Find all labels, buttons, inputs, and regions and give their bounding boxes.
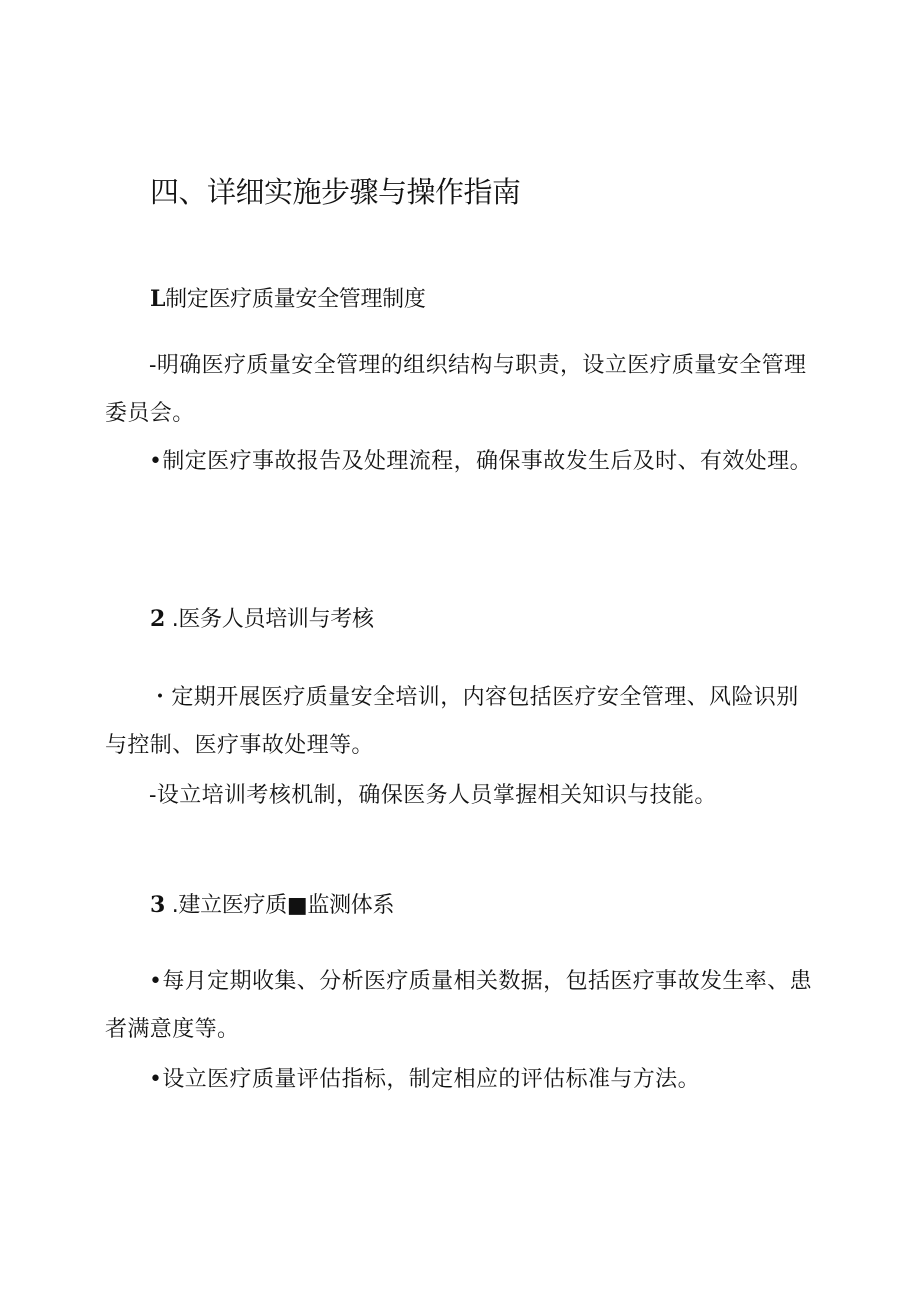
section-title-3 — [150, 888, 394, 923]
section-number-2: 2 — [150, 606, 166, 632]
page-heading: 四、详细实施步骤与操作指南 — [150, 175, 521, 209]
section-title-2 — [150, 602, 374, 637]
section-number-1: L — [150, 286, 166, 312]
section-3-item-1: •每月定期收集、分析医疗质量相关数据，包括医疗事故发生率、患者满意度等。 — [105, 969, 812, 1042]
section-title-text-2: .医务人员培训与考核 — [165, 607, 374, 632]
section-1-item-1: -明确医疗质量安全管理的组织结构与职责，设立医疗质量安全管理委员会。 — [105, 353, 807, 426]
section-title-text-1: 制定医疗质量安全管理制度 — [165, 287, 426, 312]
section-title-1 — [150, 282, 426, 317]
section-1-item-2: •制定医疗事故报告及处理流程，确保事故发生后及时、有效处理。 — [149, 449, 812, 474]
section-3-item-2: •设立医疗质量评估指标，制定相应的评估标准与方法。 — [149, 1067, 700, 1092]
section-2-item-2: -设立培训考核机制，确保医务人员掌握相关知识与技能。 — [149, 783, 717, 808]
section-number-3: 3 — [150, 892, 166, 918]
section-title-text-3: .建立医疗质■监测体系 — [165, 893, 395, 918]
section-2-item-1: ・定期开展医疗质量安全培训，内容包括医疗安全管理、风险识别与控制、医疗事故处理等。 — [105, 685, 799, 758]
